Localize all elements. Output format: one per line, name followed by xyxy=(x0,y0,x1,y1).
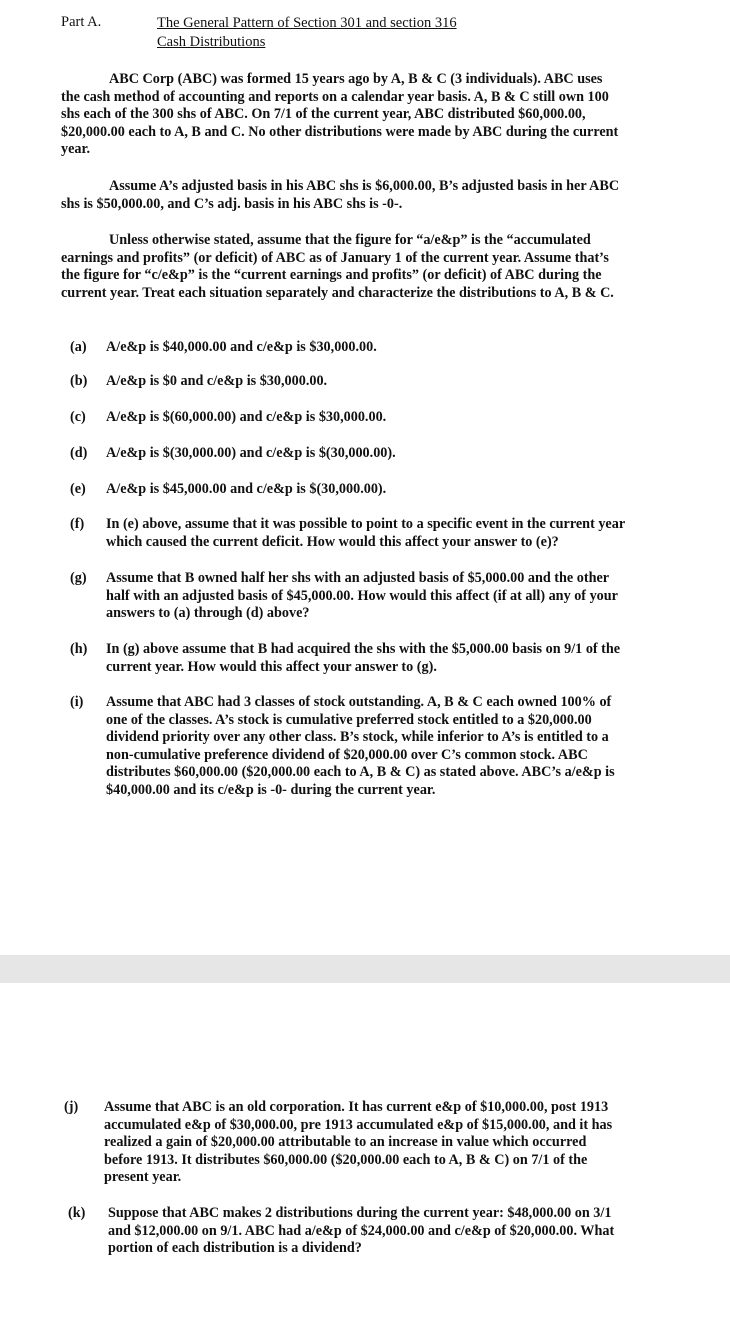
item-text: Suppose that ABC makes 2 distributions during the current year: $48,000.00 on 3/1 and $12,000.00 on 9/1. ABC had a/e&p of $24,000.00 and c/e&p of $20,000.00. What portion of each distribution is a dividend? xyxy=(108,1205,615,1256)
question-item xyxy=(68,1205,628,1258)
item-text: A/e&p is $0 and c/e&p is $30,000.00. xyxy=(106,373,328,389)
item-label: (b) xyxy=(70,373,88,389)
basis-paragraph: Assume A’s adjusted basis in his ABC shs is $6,000.00, B’s adjusted basis in her ABC shs is $50,000.00, and C’s adj. basis in his ABC shs is -0-. xyxy=(61,178,620,212)
item-label: (j) xyxy=(64,1099,79,1115)
question-item xyxy=(70,339,630,357)
question-item xyxy=(70,409,630,427)
item-text: A/e&p is $45,000.00 and c/e&p is $(30,000.00). xyxy=(106,481,387,497)
item-text: A/e&p is $(30,000.00) and c/e&p is $(30,000.00). xyxy=(106,445,396,461)
item-label: (d) xyxy=(70,445,88,461)
item-text: Assume that B owned half her shs with an adjusted basis of $5,000.00 and the other half with an adjusted basis of $45,000.00. How would this affect (if at all) any of your answers to (a) through (d) above? xyxy=(106,570,618,621)
question-item xyxy=(70,373,630,391)
item-label: (g) xyxy=(70,570,87,586)
document-title xyxy=(157,14,457,52)
title-line-2: Cash Distributions xyxy=(157,34,266,50)
title-line-1: The General Pattern of Section 301 and section 316 xyxy=(157,15,457,31)
item-label: (a) xyxy=(70,339,87,355)
item-label: (e) xyxy=(70,481,86,497)
item-text: A/e&p is $(60,000.00) and c/e&p is $30,000.00. xyxy=(106,409,387,425)
item-text: Assume that ABC had 3 classes of stock outstanding. A, B & C each owned 100% of one of the classes. A’s stock is cumulative preferred stock entitled to a $20,000.00 dividend priority over any other class. B’s stock, while inferior to A’s is entitled to a non-cumulative preference dividend of $20,000.00 over C’s common stock. ABC distributes $60,000.00 ($20,000.00 each to A, B & C) as stated above. ABC’s a/e&p is $40,000.00 and its c/e&p is -0- during the current year. xyxy=(106,694,615,798)
item-label: (f) xyxy=(70,516,85,532)
item-text: In (g) above assume that B had acquired the shs with the $5,000.00 basis on 9/1 of the current year. How would this affect your answer to (g). xyxy=(106,641,621,675)
assumptions-paragraph: Unless otherwise stated, assume that the figure for “a/e&p” is the “accumulated earnings and profits” (or deficit) of ABC as of January 1 of the current year. Assume that’s the figure for “c/e&p” is the “current earnings and profits” (or deficit) of ABC during the current year. Treat each situation separately and characterize the distributions to A, B & C. xyxy=(61,232,614,301)
question-item xyxy=(70,694,630,799)
item-label: (k) xyxy=(68,1205,86,1221)
item-text: Assume that ABC is an old corporation. It has current e&p of $10,000.00, post 1913 accumulated e&p of $30,000.00, pre 1913 accumulated e&p of $15,000.00, and it has realized a gain of $20,000.00 attributable to an increase in value which occurred before 1913. It distributes $60,000.00 ($20,000.00 each to A, B & C) on 7/1 of the present year. xyxy=(104,1099,613,1185)
item-text: In (e) above, assume that it was possible to point to a specific event in the current year which caused the current deficit. How would this affect your answer to (e)? xyxy=(106,516,625,550)
item-text: A/e&p is $40,000.00 and c/e&p is $30,000.00. xyxy=(106,339,377,355)
question-item xyxy=(64,1099,624,1187)
page-separator xyxy=(0,955,730,983)
intro-paragraph: ABC Corp (ABC) was formed 15 years ago by A, B & C (3 individuals). ABC uses the cash method of accounting and reports on a calendar year basis. A, B & C still own 100 shs each of the 300 shs of ABC. On 7/1 of the current year, ABC distributed $60,000.00, $20,000.00 each to A, B and C. No other distributions were made by ABC during the current year. xyxy=(61,71,619,157)
question-item xyxy=(70,516,630,551)
item-label: (i) xyxy=(70,694,84,710)
question-item xyxy=(70,641,630,676)
question-item xyxy=(70,445,630,463)
question-item xyxy=(70,481,630,499)
item-label: (c) xyxy=(70,409,86,425)
part-label: Part A. xyxy=(61,14,102,30)
document-page-2 xyxy=(0,983,730,1332)
item-label: (h) xyxy=(70,641,88,657)
question-item xyxy=(70,570,630,623)
